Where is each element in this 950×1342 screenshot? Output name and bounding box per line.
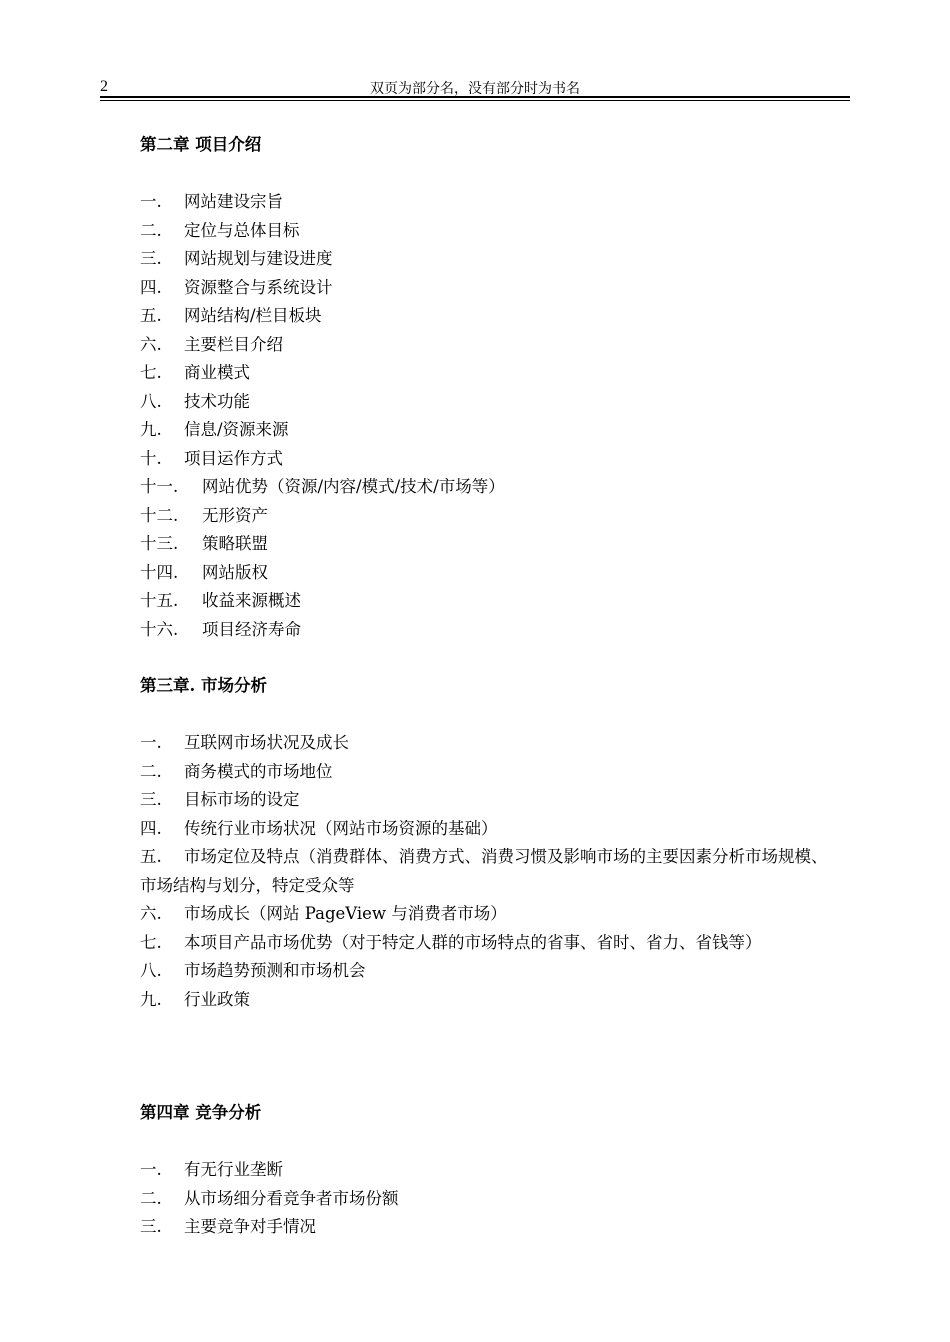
item-number: 二. (140, 1188, 162, 1208)
item-number: 五. (140, 847, 162, 866)
item-text: 项目经济寿命 (202, 619, 301, 639)
item-number: 十六. (140, 619, 179, 639)
item-number: 二. (140, 761, 162, 781)
list-item (140, 274, 840, 303)
item-number: 七. (140, 363, 162, 382)
item-number: 二. (140, 220, 162, 240)
item-number: 八. (140, 961, 162, 980)
item-text: 网站优势（资源/内容/模式/技术/市场等） (202, 477, 505, 496)
item-text: 无形资产 (202, 505, 268, 525)
item-text: 市场趋势预测和市场机会 (184, 961, 366, 980)
document-body (140, 131, 840, 1242)
item-number: 四. (140, 277, 162, 297)
item-number: 六. (140, 904, 162, 923)
chapter-2-list (140, 188, 840, 644)
item-text: 商务模式的市场地位 (184, 761, 333, 781)
item-number: 九. (140, 989, 162, 1009)
chapter-4-list (140, 1156, 840, 1242)
item-text: 主要竞争对手情况 (184, 1217, 316, 1236)
list-item (140, 616, 840, 645)
list-item (140, 587, 840, 616)
item-number: 十四. (140, 562, 179, 582)
item-number: 一. (140, 192, 162, 211)
chapter-3-list (140, 729, 840, 1014)
list-item (140, 331, 840, 360)
item-number: 七. (140, 932, 162, 952)
list-item (140, 188, 840, 217)
item-text: 网站建设宗旨 (184, 192, 283, 211)
item-text: 商业模式 (184, 363, 250, 382)
running-title: 双页为部分名，没有部分时为书名 (370, 81, 580, 97)
chapter-heading: 第三章. 市场分析 (140, 676, 267, 695)
item-number: 十三. (140, 534, 179, 553)
list-item (140, 416, 840, 445)
page-header (100, 74, 850, 102)
item-text: 网站规划与建设进度 (184, 249, 333, 268)
item-text: 目标市场的设定 (184, 790, 300, 809)
item-number: 九. (140, 420, 162, 439)
list-item (140, 957, 840, 986)
item-number: 六. (140, 334, 162, 354)
list-item (140, 929, 840, 958)
header-rule-thick (100, 96, 850, 98)
list-item (140, 1213, 840, 1242)
item-text: 网站结构/栏目板块 (184, 306, 322, 325)
list-item (140, 1185, 840, 1214)
item-text: 市场成长（网站 PageView 与消费者市场） (184, 904, 507, 923)
list-item (140, 815, 840, 844)
item-text: 本项目产品市场优势（对于特定人群的市场特点的省事、省时、省力、省钱等） (184, 932, 762, 952)
item-text: 行业政策 (184, 989, 250, 1009)
item-text: 收益来源概述 (202, 591, 301, 610)
item-text: 网站版权 (202, 562, 268, 582)
item-text: 主要栏目介绍 (184, 334, 283, 354)
list-item (140, 473, 840, 502)
item-number: 三. (140, 1217, 162, 1236)
item-text: 资源整合与系统设计 (184, 277, 333, 297)
list-item (140, 388, 840, 417)
list-item (140, 729, 840, 758)
item-text: 定位与总体目标 (184, 220, 300, 240)
chapter-heading: 第二章 项目介绍 (140, 135, 262, 154)
item-text: 互联网市场状况及成长 (184, 733, 349, 752)
item-text: 从市场细分看竞争者市场份额 (184, 1188, 399, 1208)
list-item (140, 559, 840, 588)
list-item (140, 502, 840, 531)
list-item (140, 900, 840, 929)
item-number: 八. (140, 391, 162, 411)
list-item (140, 1156, 840, 1185)
item-number: 五. (140, 306, 162, 325)
item-number: 十一. (140, 477, 179, 496)
item-number: 四. (140, 818, 162, 838)
item-number: 十. (140, 448, 162, 468)
list-item (140, 986, 840, 1015)
item-text: 项目运作方式 (184, 448, 283, 468)
list-item (140, 786, 840, 815)
item-text: 信息/资源来源 (184, 420, 289, 439)
header-rule-thin (100, 100, 850, 101)
list-item (140, 359, 840, 388)
item-text: 市场定位及特点（消费群体、消费方式、消费习惯及影响市场的主要因素分析市场规模、市场结构与划分，特定受众等 (140, 847, 828, 895)
chapter-heading: 第四章 竞争分析 (140, 1103, 262, 1122)
list-item (140, 530, 840, 559)
list-item (140, 217, 840, 246)
item-number: 十五. (140, 591, 179, 610)
list-item (140, 245, 840, 274)
item-number: 三. (140, 790, 162, 809)
item-text: 策略联盟 (202, 534, 268, 553)
item-text: 传统行业市场状况（网站市场资源的基础） (184, 818, 498, 838)
list-item (140, 758, 840, 787)
item-text: 技术功能 (184, 391, 250, 411)
item-number: 一. (140, 1160, 162, 1179)
page-number: 2 (100, 78, 108, 95)
item-text: 有无行业垄断 (184, 1160, 283, 1179)
item-number: 一. (140, 733, 162, 752)
list-item (140, 843, 840, 900)
list-item (140, 445, 840, 474)
item-number: 三. (140, 249, 162, 268)
list-item (140, 302, 840, 331)
item-number: 十二. (140, 505, 179, 525)
